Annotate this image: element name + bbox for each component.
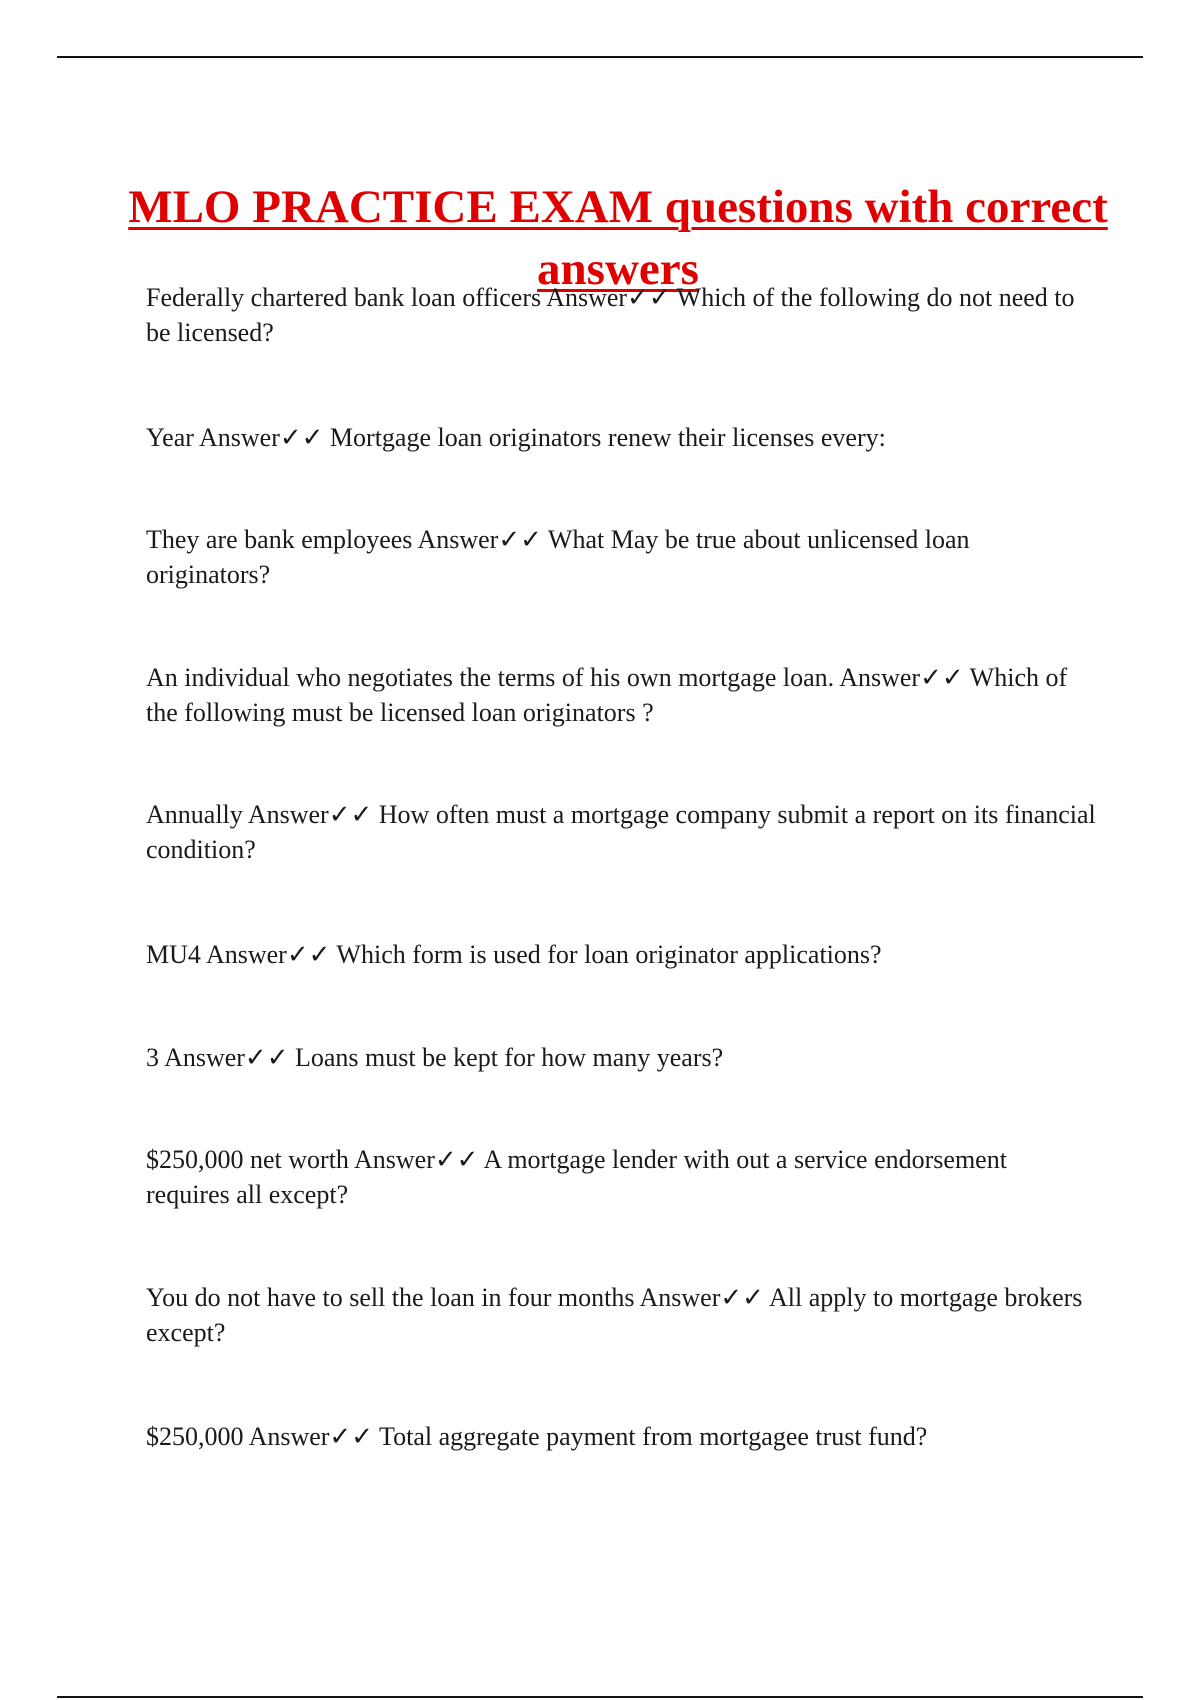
top-rule <box>57 56 1143 58</box>
qa-item: They are bank employees Answer✓✓ What May be true about unlicensed loan originators? <box>146 525 970 589</box>
qa-item: You do not have to sell the loan in four months Answer✓✓ All apply to mortgage brokers except? <box>146 1283 1083 1347</box>
qa-item: Annually Answer✓✓ How often must a mortgage company submit a report on its financial condition? <box>146 800 1096 864</box>
qa-item: An individual who negotiates the terms of his own mortgage loan. Answer✓✓ Which of the following must be licensed loan originators ? <box>146 663 1068 727</box>
qa-item: MU4 Answer✓✓ Which form is used for loan originator applications? <box>146 940 882 969</box>
bottom-rule <box>57 1696 1143 1698</box>
document-title: MLO PRACTICE EXAM questions with correct answers <box>128 181 1108 296</box>
qa-item: Federally chartered bank loan officers Answer✓✓ Which of the following do not need to be licensed? <box>146 283 1075 347</box>
qa-item: $250,000 net worth Answer✓✓ A mortgage lender with out a service endorsement requires all except? <box>146 1145 1007 1209</box>
qa-item: 3 Answer✓✓ Loans must be kept for how many years? <box>146 1043 724 1072</box>
qa-item: Year Answer✓✓ Mortgage loan originators renew their licenses every: <box>146 423 886 452</box>
qa-item: $250,000 Answer✓✓ Total aggregate payment from mortgagee trust fund? <box>146 1422 928 1451</box>
